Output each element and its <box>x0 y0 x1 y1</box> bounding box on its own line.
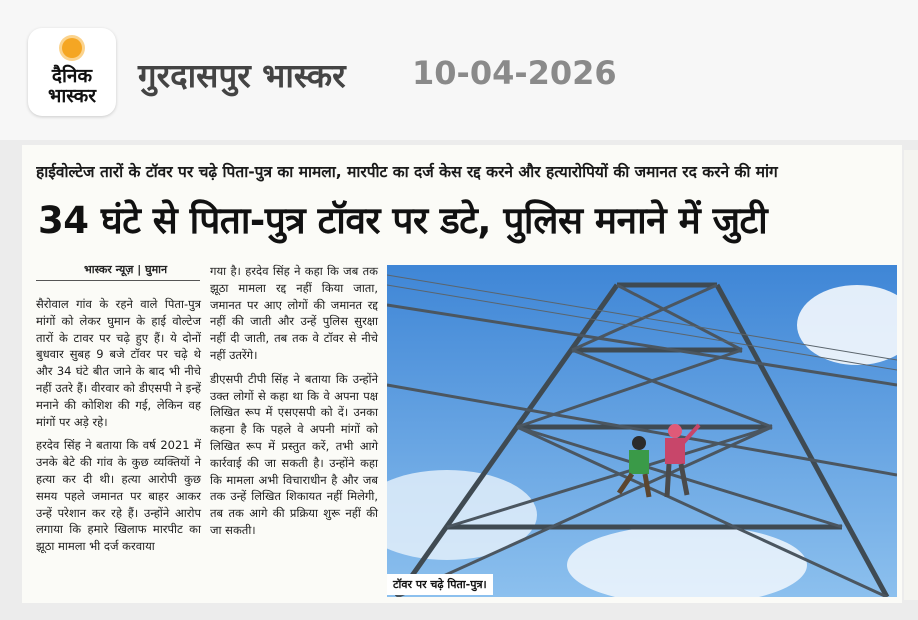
sun-icon <box>62 38 82 58</box>
body-paragraph: सैरोवाल गांव के रहने वाले पिता-पुत्र मांगों को लेकर घुमान के हाई वोल्टेज तारों के टावर पर चढ़े हुए हैं। ये दोनों बुधवार सुबह 9 बजे टॉवर पर चढ़े थे और 34 घंटे बीत जाने के बाद भी नीचे नहीं उतरे हैं। वीरवार को डीएसपी ने इन्हें मनाने की कोशिश की गई, लेकिन वह मांगों पर अड़े रहे। <box>36 297 201 429</box>
byline-divider <box>36 280 200 281</box>
article-headline: 34 घंटे से पिता-पुत्र टॉवर पर डटे, पुलिस मनाने में जुटी <box>38 199 768 242</box>
tower-illustration <box>387 265 897 597</box>
logo-text-line1: दैनिक <box>51 65 93 87</box>
photo-caption: टॉवर पर चढ़े पिता-पुत्र। <box>387 574 493 595</box>
body-paragraph: गया है। हरदेव सिंह ने कहा कि जब तक झूठा मामला रद्द नहीं किया जाता, जमानत पर आए लोगों की जमानत रद्द नहीं की जाती और उन्हें पुलिस सुरक्षा नहीं दी जाती, तब तक वे टॉवर से नीचे नहीं उतरेंगे। <box>210 264 378 362</box>
article-byline: भास्कर न्यूज़ | घुमान <box>84 263 168 276</box>
article-column-2 <box>210 263 378 539</box>
logo-text-line2: भास्कर <box>47 85 97 107</box>
edition-date: 10-04-2026 <box>412 54 617 92</box>
next-column-edge <box>904 150 918 600</box>
article-kicker: हाईवोल्टेज तारों के टॉवर पर चढ़े पिता-पुत्र का मामला, मारपीट का दर्ज केस रद्द करने और हत्यारोपियों की जमानत रद करने की मांग <box>36 163 778 181</box>
body-paragraph: हरदेव सिंह ने बताया कि वर्ष 2021 में उनके बेटे की गांव के कुछ व्यक्तियों ने हत्या कर दी थी। हत्या आरोपी कुछ समय पहले जमानत पर बाहर आकर उन्हें परेशान कर रहे हैं। उन्होंने आरोप लगाया कि हमारे खिलाफ मारपीट का झूठा मामला भी दर्ज करवाया <box>36 438 201 554</box>
dainik-bhaskar-logo[interactable] <box>28 28 116 116</box>
article-column-1 <box>36 296 201 555</box>
body-paragraph: डीएसपी टीपी सिंह ने बताया कि उन्होंने उक्त लोगों से कहा था कि वे अपना पक्ष लिखित रूप में एसएसपी को दें। उनका कहना है कि पहले वे अपनी मांगों को लिखित रूप में प्रस्तुत करें, तभी आगे कार्रवाई की जा सकती है। उन्होंने कहा कि मामला अभी विचाराधीन है और जब तक उन्हें लिखित शिकायत नहीं मिलेगी, तब तक आगे की प्रक्रिया शुरू नहीं की जा सकती। <box>210 371 378 537</box>
app-header <box>0 0 918 140</box>
edition-title: गुरदासपुर भास्कर <box>138 56 346 95</box>
tower-photo <box>387 265 897 597</box>
